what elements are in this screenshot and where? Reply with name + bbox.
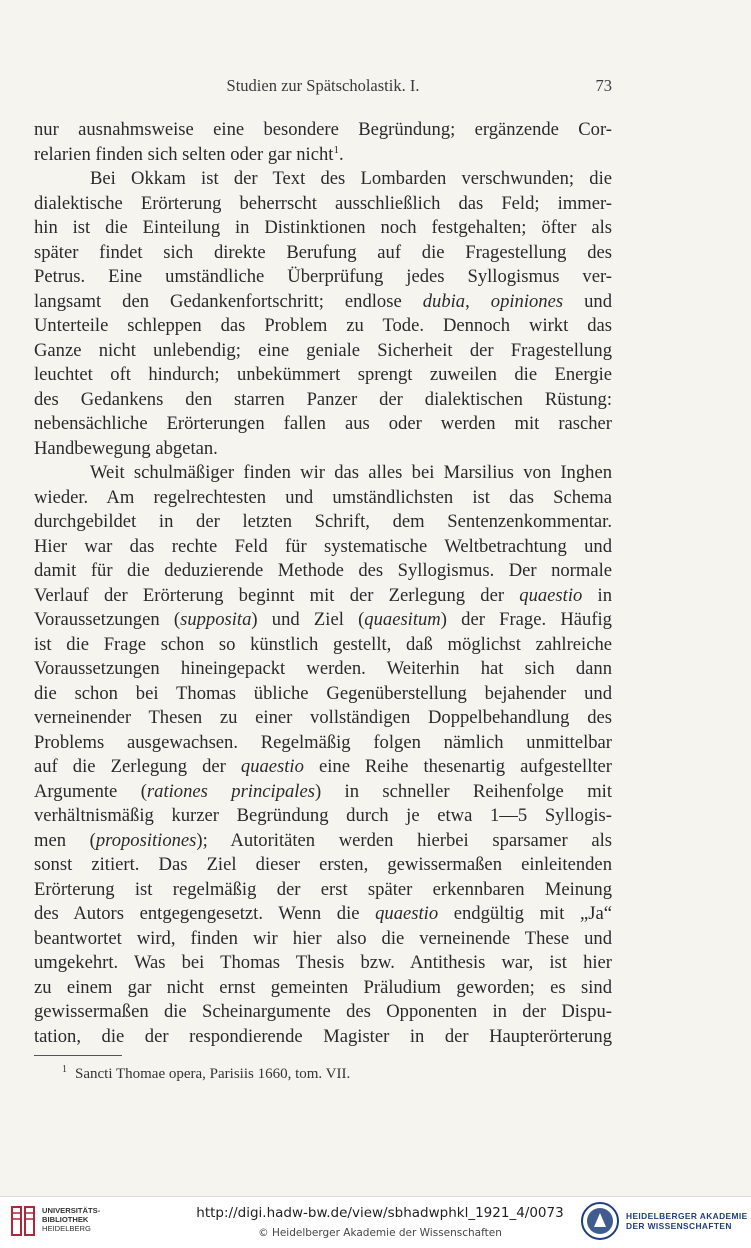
running-title: Studien zur Spätscholastik. I. [226,76,420,95]
text-line: durchgebildet in der letzten Schrift, dem Sentenzenkommentar. [34,511,612,532]
permalink-url[interactable]: http://digi.hadw-bw.de/view/sbhadwphkl_1921_4/0073 [196,1205,564,1221]
text-line: Unterteile schleppen das Problem zu Tode. Dennoch wirkt das [34,315,612,336]
text-line: ist die Frage schon so künstlich gestellt, daß möglichst zahlreiche [34,633,612,655]
text-line: men (propositiones); Autoritäten werden hierbei sparsamer als [34,829,613,851]
text-line: Erörterung ist regelmäßig der erst später erkennbaren Meinung [34,878,612,900]
page-body [34,118,612,1049]
text-line: sonst zitiert. Das Ziel dieser ersten, gewissermaßen einleitenden [34,854,612,875]
text-line: beantwortet wird, finden wir hier also die verneinende These und [34,927,612,949]
text-line: relarien finden sich selten oder gar nicht$^1$. [34,143,344,165]
text-line: leuchtet oft hindurch; unbekümmert sprengt zuweilen die Energie [34,364,612,385]
text-line: Verlauf der Erörterung beginnt mit der Zerlegung der quaestio in [34,584,612,606]
text-line: damit für die deduzierende Methode des Syllogismus. Der normale [34,560,612,581]
university-library-name: UNIVERSITÄTS- BIBLIOTHEK HEIDELBERG [42,1206,101,1233]
text-line: des Gedankens den starren Panzer der dialektischen Rüstung: [34,388,612,410]
text-line: die schon bei Thomas übliche Gegenüberstellung bejahender und [34,682,612,704]
text-line: Petrus. Eine umständliche Überprüfung jedes Syllogismus ver- [34,266,612,287]
text-line: Handbewegung abgetan. [34,437,218,459]
footnote [62,1066,350,1083]
text-line: des Autors entgegengesetzt. Wenn die quaestio endgültig mit „Ja“ [34,903,612,924]
academy-name: HEIDELBERGER AKADEMIE DER WISSENSCHAFTEN [626,1211,748,1231]
text-line: auf die Zerlegung der quaestio eine Reihe thesenartig aufgestellter [34,756,612,777]
text-line: nur ausnahmsweise eine besondere Begründung; ergänzende Cor- [34,119,612,140]
text-line: dialektische Erörterung beherrscht ausschließlich das Feld; immer- [34,192,612,214]
text-line: verneinender Thesen zu einer vollständigen Doppelbehandlung des [34,707,612,728]
text-line: verhältnismäßig kurzer Begründung durch je etwa 1—5 Syllogis- [34,805,612,826]
footnote-marker: 1 [333,143,339,156]
text-line: tation, die der respondierende Magister in der Haupterörterung [34,1025,612,1047]
academy-seal-icon [580,1201,620,1241]
text-line: Problems ausgewachsen. Regelmäßig folgen nämlich unmittelbar [34,731,612,753]
text-line: Hier war das rechte Feld für systematische Weltbetrachtung und [34,535,612,557]
copyright-notice: © Heidelberger Akademie der Wissenschaften [258,1227,502,1239]
text-line: nebensächliche Erörterungen fallen aus oder werden mit rascher [34,413,612,434]
footnote-marker: 1 [62,1064,67,1075]
text-line: Voraussetzungen (supposita) und Ziel (quaesitum) der Frage. Häufig [34,609,612,630]
text-line: Ganze nicht unlebendig; eine geniale Sicherheit der Fragestellung [34,339,612,361]
text-line: hin ist die Einteilung in Distinktionen noch festgehalten; öfter als [34,217,612,238]
text-line: später findet sich direkte Berufung auf die Fragestellung des [34,241,612,263]
footnote-divider [34,1055,122,1056]
digitization-footer [0,1196,751,1248]
university-library-logo-icon [8,1203,38,1239]
text-line: langsamt den Gedankenfortschritt; endlose dubia, opiniones und [34,290,612,312]
text-line: Weit schulmäßiger finden wir das alles bei Marsilius von Inghen [90,462,612,483]
text-line: Argumente (rationes principales) in schneller Reihenfolge mit [34,780,613,802]
page-number: 73 [595,76,612,95]
text-line: gewissermaßen die Scheinargumente des Opponenten in der Dispu- [34,1001,612,1022]
text-line: wieder. Am regelrechtesten und umständlichsten ist das Schema [34,486,612,508]
text-line: Bei Okkam ist der Text des Lombarden verschwunden; die [90,168,612,189]
page-header [34,76,612,98]
text-line: Voraussetzungen hineingepackt werden. Weiterhin hat sich dann [34,658,612,679]
text-line: zu einem gar nicht ernst gemeinten Präludium geworden; es sind [34,976,612,998]
text-line: umgekehrt. Was bei Thomas Thesis bzw. Antithesis war, ist hier [34,952,612,973]
footnote-text: Sancti Thomae opera, Parisiis 1660, tom. VII. [75,1066,351,1082]
